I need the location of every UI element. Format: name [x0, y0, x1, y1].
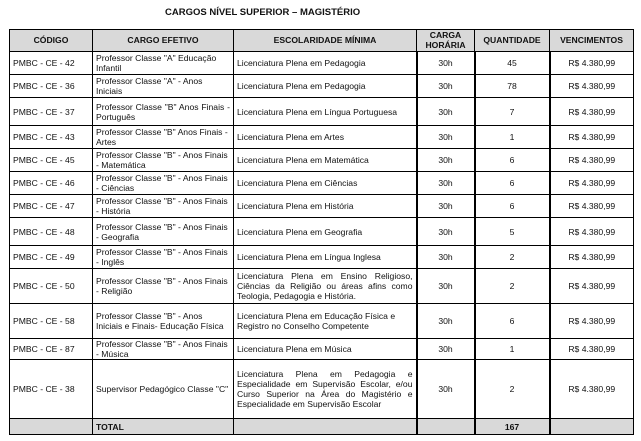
cell-carga: 30h — [417, 339, 475, 360]
cell-carga: 30h — [417, 218, 475, 246]
cell-escolaridade: Licenciatura Plena em Pedagogia — [234, 75, 417, 98]
cell-cargo: Professor Classe "B" - Anos Finais - História — [93, 195, 234, 218]
cell-cargo: Professor Classe "B" Anos Finais - Português — [93, 98, 234, 126]
table-row — [10, 172, 634, 195]
cell-cargo: Professor Classe "A" Educação Infantil — [93, 52, 234, 75]
cell-cargo: Professor Classe "B" Anos Finais - Artes — [93, 126, 234, 149]
cell-carga: 30h — [417, 360, 475, 419]
cell-escolaridade: Licenciatura Plena em Ciências — [234, 172, 417, 195]
table-row — [10, 246, 634, 269]
cell-codigo: PMBC - CE - 58 — [10, 304, 93, 339]
cell-quantidade: 6 — [475, 195, 550, 218]
cell-cargo: Professor Classe "B" - Anos Finais - Religião — [93, 269, 234, 304]
cell-codigo: PMBC - CE - 38 — [10, 360, 93, 419]
cell-cargo: Supervisor Pedagógico Classe "C" — [93, 360, 234, 419]
cell-quantidade: 7 — [475, 98, 550, 126]
total-quantidade: 167 — [475, 419, 550, 435]
cell-escolaridade: Licenciatura Plena em Pedagogia e Especialidade em Supervisão Escolar, e/ou Curso Superior na Área do Magistério e Especialidade em Supervisão Escolar — [234, 360, 417, 419]
cell-cargo: Professor Classe "B" - Anos Finais - Matemática — [93, 149, 234, 172]
cell-escolaridade: Licenciatura Plena em Pedagogia — [234, 52, 417, 75]
cell-codigo: PMBC - CE - 43 — [10, 126, 93, 149]
cell-quantidade: 6 — [475, 172, 550, 195]
cell-cargo: Professor Classe "B" - Anos Finais - Geografia — [93, 218, 234, 246]
total-row — [10, 419, 634, 435]
cell-vencimentos: R$ 4.380,99 — [550, 98, 634, 126]
cell-quantidade: 1 — [475, 126, 550, 149]
table-header-row — [10, 30, 634, 52]
table-row — [10, 195, 634, 218]
cell-codigo: PMBC - CE - 49 — [10, 246, 93, 269]
table-row — [10, 360, 634, 419]
cell-vencimentos: R$ 4.380,99 — [550, 75, 634, 98]
cell-quantidade: 78 — [475, 75, 550, 98]
table-row — [10, 304, 634, 339]
total-empty-vencimentos — [550, 419, 634, 435]
cell-codigo: PMBC - CE - 45 — [10, 149, 93, 172]
cell-carga: 30h — [417, 172, 475, 195]
cell-escolaridade: Licenciatura Plena em Artes — [234, 126, 417, 149]
cell-carga: 30h — [417, 126, 475, 149]
total-label: TOTAL — [93, 419, 234, 435]
cell-escolaridade: Licenciatura Plena em Matemática — [234, 149, 417, 172]
cell-vencimentos: R$ 4.380,99 — [550, 218, 634, 246]
total-empty-carga — [417, 419, 475, 435]
cell-vencimentos: R$ 4.380,99 — [550, 52, 634, 75]
header-quantidade: QUANTIDADE — [475, 30, 550, 52]
table-row — [10, 269, 634, 304]
cell-escolaridade: Licenciatura Plena em Educação Física e Registro no Conselho Competente — [234, 304, 417, 339]
cell-quantidade: 5 — [475, 218, 550, 246]
table-row — [10, 75, 634, 98]
cell-carga: 30h — [417, 75, 475, 98]
cell-carga: 30h — [417, 52, 475, 75]
cell-escolaridade: Licenciatura Plena em História — [234, 195, 417, 218]
cell-escolaridade: Licenciatura Plena em Língua Inglesa — [234, 246, 417, 269]
cell-vencimentos: R$ 4.380,99 — [550, 246, 634, 269]
cell-vencimentos: R$ 4.380,99 — [550, 126, 634, 149]
cell-cargo: Professor Classe "B" - Anos Finais - Ciências — [93, 172, 234, 195]
table-row — [10, 52, 634, 75]
cell-quantidade: 2 — [475, 246, 550, 269]
cell-codigo: PMBC - CE - 46 — [10, 172, 93, 195]
cell-quantidade: 1 — [475, 339, 550, 360]
cell-cargo: Professor Classe "B" - Anos Finais - Música — [93, 339, 234, 360]
cell-carga: 30h — [417, 304, 475, 339]
header-escolaridade-minima: ESCOLARIDADE MÍNIMA — [234, 30, 417, 52]
cell-quantidade: 2 — [475, 269, 550, 304]
cell-vencimentos: R$ 4.380,99 — [550, 339, 634, 360]
cargos-table — [9, 29, 634, 435]
cell-carga: 30h — [417, 269, 475, 304]
cell-quantidade: 6 — [475, 149, 550, 172]
table-title: CARGOS NÍVEL SUPERIOR – MAGISTÉRIO — [165, 7, 361, 18]
cell-vencimentos: R$ 4.380,99 — [550, 269, 634, 304]
header-carga-horaria: CARGA HORÁRIA — [417, 30, 475, 52]
table-row — [10, 149, 634, 172]
cell-carga: 30h — [417, 98, 475, 126]
cell-carga: 30h — [417, 195, 475, 218]
cell-carga: 30h — [417, 149, 475, 172]
cell-quantidade: 2 — [475, 360, 550, 419]
total-empty-codigo — [10, 419, 93, 435]
cell-codigo: PMBC - CE - 87 — [10, 339, 93, 360]
header-cargo-efetivo: CARGO EFETIVO — [93, 30, 234, 52]
cell-codigo: PMBC - CE - 36 — [10, 75, 93, 98]
cell-escolaridade: Licenciatura Plena em Língua Portuguesa — [234, 98, 417, 126]
total-empty-escolaridade — [234, 419, 417, 435]
cell-quantidade: 45 — [475, 52, 550, 75]
cell-escolaridade: Licenciatura Plena em Geografia — [234, 218, 417, 246]
cell-codigo: PMBC - CE - 42 — [10, 52, 93, 75]
cell-quantidade: 6 — [475, 304, 550, 339]
cell-cargo: Professor Classe "A" - Anos Iniciais — [93, 75, 234, 98]
cell-carga: 30h — [417, 246, 475, 269]
cell-cargo: Professor Classe "B" - Anos Finais - Inglês — [93, 246, 234, 269]
cell-codigo: PMBC - CE - 37 — [10, 98, 93, 126]
header-vencimentos: VENCIMENTOS — [550, 30, 634, 52]
table-row — [10, 98, 634, 126]
header-codigo: CÓDIGO — [10, 30, 93, 52]
cell-escolaridade: Licenciatura Plena em Ensino Religioso, Ciências da Religião ou áreas afins como Teologia, Pedagogia e História. — [234, 269, 417, 304]
cell-codigo: PMBC - CE - 50 — [10, 269, 93, 304]
cell-escolaridade: Licenciatura Plena em Música — [234, 339, 417, 360]
table-row — [10, 126, 634, 149]
table-row — [10, 218, 634, 246]
cell-vencimentos: R$ 4.380,99 — [550, 304, 634, 339]
cell-vencimentos: R$ 4.380,99 — [550, 172, 634, 195]
table-row — [10, 339, 634, 360]
cell-codigo: PMBC - CE - 48 — [10, 218, 93, 246]
cell-cargo: Professor Classe "B" - Anos Iniciais e Finais- Educação Física — [93, 304, 234, 339]
cell-vencimentos: R$ 4.380,99 — [550, 195, 634, 218]
cell-codigo: PMBC - CE - 47 — [10, 195, 93, 218]
cell-vencimentos: R$ 4.380,99 — [550, 149, 634, 172]
cell-vencimentos: R$ 4.380,99 — [550, 360, 634, 419]
